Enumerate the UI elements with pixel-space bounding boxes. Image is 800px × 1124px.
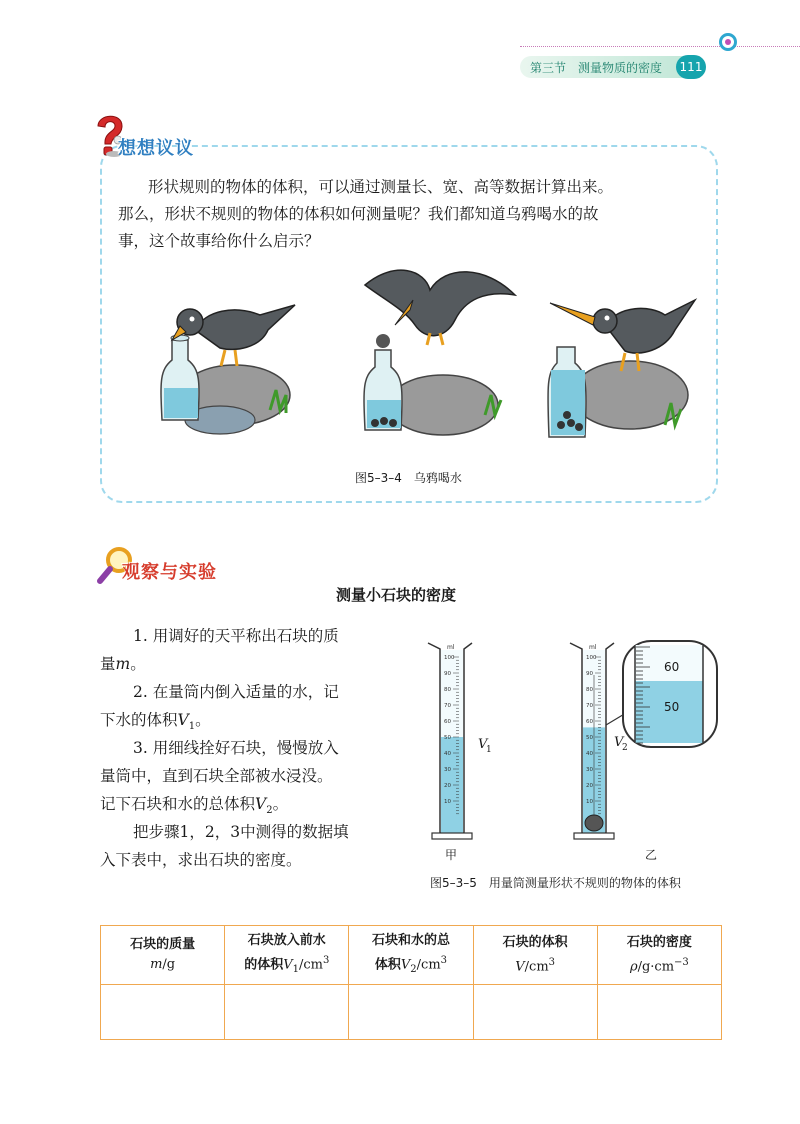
cylinder-tick-label: 70 xyxy=(444,703,451,709)
discuss-line-1: 形状规则的物体的体积，可以通过测量长、宽、高等数据计算出来。 xyxy=(148,178,614,196)
cylinder-tick-label: 100 xyxy=(586,655,597,661)
cylinder-tick-label: 100 xyxy=(444,655,455,661)
cylinder-left xyxy=(428,643,492,839)
step-1-line-2: 量m。 xyxy=(100,655,146,673)
decorative-dot-icon xyxy=(719,33,737,51)
experiment-title: 观察与实验 xyxy=(122,562,217,583)
cylinder-right xyxy=(570,641,717,839)
figure-caption-cylinder: 图5–3–5 用量筒测量形状不规则的物体的体积 xyxy=(430,876,681,890)
cylinder-tick-label: 20 xyxy=(586,783,593,789)
graduated-cylinders-figure xyxy=(420,635,720,870)
experiment-subtitle: 测量小石块的密度 xyxy=(336,586,457,604)
cylinder-tick-label: 10 xyxy=(586,799,593,805)
svg-text:2: 2 xyxy=(622,743,628,753)
svg-text:V: V xyxy=(614,735,624,750)
table-row xyxy=(101,985,722,1040)
svg-text:60: 60 xyxy=(664,660,680,674)
step-3-line-1: 3. 用细线拴好石块，慢慢放入 xyxy=(133,739,339,757)
cylinder-tick-label: 30 xyxy=(586,767,593,773)
step-3-line-3: 记下石块和水的总体积$V_2$。 xyxy=(100,795,289,817)
cylinder-tick-label: 90 xyxy=(586,671,593,677)
cylinder-tick-label: 80 xyxy=(444,687,451,693)
table-header-row xyxy=(101,926,722,985)
discuss-title: 想想议议 xyxy=(118,138,194,159)
step-1-line-1: 1. 用调好的天平称出石块的质 xyxy=(133,627,339,645)
table-header-stone-volume: 石块的体积 $V/cm^3$ xyxy=(473,926,597,985)
svg-text:ml: ml xyxy=(589,644,597,651)
section-title: 第三节 测量物质的密度 xyxy=(530,61,663,75)
cylinder-right-caption: 乙 xyxy=(645,848,658,862)
cylinder-tick-label: 50 xyxy=(444,735,451,741)
header-rule xyxy=(520,46,800,48)
svg-text:V: V xyxy=(478,737,488,752)
table-cell-mass[interactable] xyxy=(101,985,225,1040)
discuss-line-3: 事，这个故事给你什么启示？ xyxy=(118,232,320,250)
step-2-line-1: 2. 在量筒内倒入适量的水，记 xyxy=(133,683,339,701)
data-table xyxy=(100,925,722,1040)
figure-caption-crow: 图5–3–4 乌鸦喝水 xyxy=(355,471,462,485)
step-2-line-2: 下水的体积$V_1$。 xyxy=(100,711,211,733)
table-header-density: 石块的密度 $\rho/g\cdot cm^{-3}$ xyxy=(597,926,721,985)
cylinder-tick-label: 40 xyxy=(586,751,593,757)
svg-text:50: 50 xyxy=(664,700,680,714)
step-4-line-1: 把步骤1，2，3中测得的数据填 xyxy=(133,823,349,841)
svg-text:1: 1 xyxy=(486,745,492,755)
crow-illustration-2 xyxy=(355,255,520,445)
step-4-line-2: 入下表中，求出石块的密度。 xyxy=(100,851,302,869)
table-cell-density[interactable] xyxy=(597,985,721,1040)
cylinder-tick-label: 50 xyxy=(586,735,593,741)
cylinder-tick-label: 30 xyxy=(444,767,451,773)
cylinder-tick-label: 70 xyxy=(586,703,593,709)
cylinder-tick-label: 80 xyxy=(586,687,593,693)
cylinder-left-caption: 甲 xyxy=(445,848,458,862)
cylinder-tick-label: 90 xyxy=(444,671,451,677)
table-header-total-volume: 石块和水的总 体积$V_2/cm^3$ xyxy=(349,926,473,985)
page-number: 111 xyxy=(676,55,706,79)
discuss-line-2: 那么，形状不规则的物体的体积如何测量呢？我们都知道乌鸦喝水的故 xyxy=(118,205,599,223)
crow-illustration-1 xyxy=(150,270,305,440)
table-header-volume-before: 石块放入前水 的体积$V_1/cm^3$ xyxy=(225,926,349,985)
cylinder-tick-label: 40 xyxy=(444,751,451,757)
table-cell-stone-volume[interactable] xyxy=(473,985,597,1040)
cylinder-tick-label: 10 xyxy=(444,799,451,805)
table-header-mass: 石块的质量 m/g xyxy=(101,926,225,985)
cylinder-tick-label: 60 xyxy=(444,719,451,725)
step-3-line-2: 量筒中，直到石块全部被水浸没。 xyxy=(100,767,333,785)
cylinder-tick-label: 60 xyxy=(586,719,593,725)
table-cell-volume-before[interactable] xyxy=(225,985,349,1040)
table-cell-total-volume[interactable] xyxy=(349,985,473,1040)
cylinder-tick-label: 20 xyxy=(444,783,451,789)
crow-illustration-3 xyxy=(545,285,700,445)
svg-text:ml: ml xyxy=(447,644,455,651)
